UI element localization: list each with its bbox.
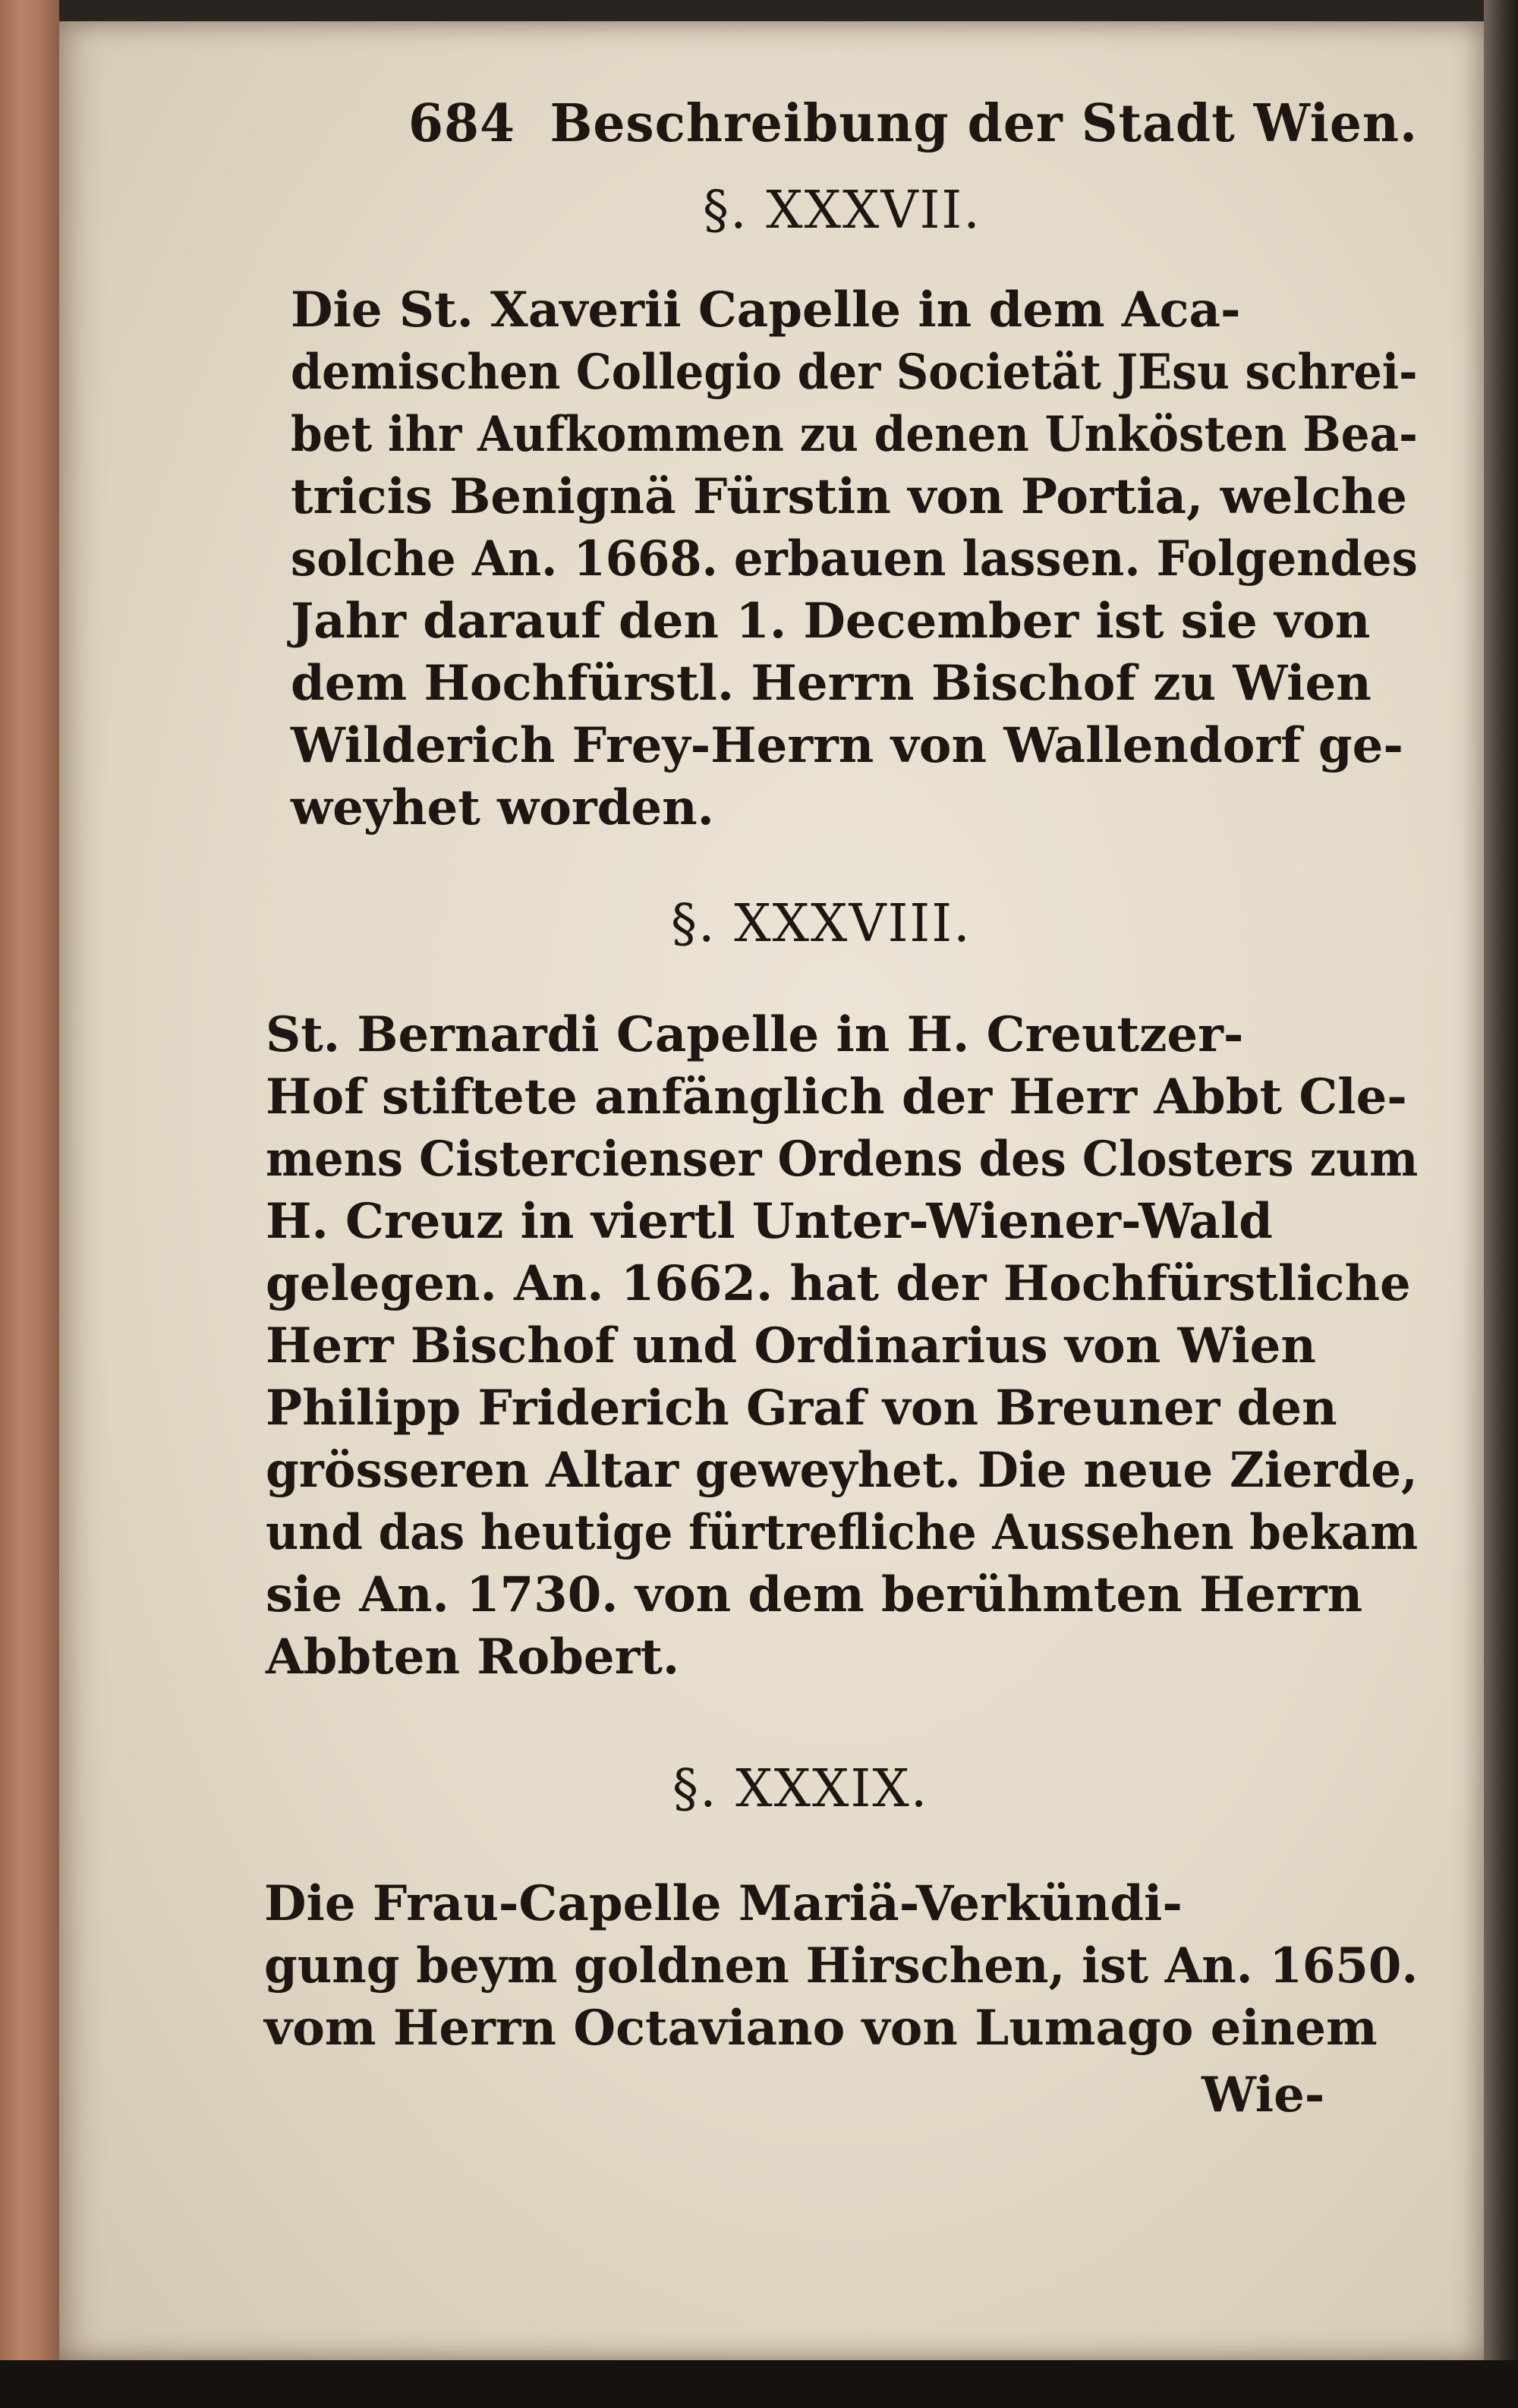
book-gutter-right (1484, 0, 1518, 2408)
text-line: Jahr darauf den 1. December ist sie von (291, 593, 1371, 650)
text-line: dem Hochfürstl. Herrn Bischof zu Wien (291, 655, 1372, 712)
section-heading-xxxix: §. XXXIX. (672, 1759, 929, 1819)
section-heading-xxxviii: §. XXXVIII. (671, 894, 972, 954)
section-heading-xxxvii: §. XXXVII. (703, 181, 981, 241)
text-line: demischen Collegio der Societät JEsu schrei- (291, 344, 1418, 401)
text-line: sie An. 1730. von dem berühmten Herrn (266, 1566, 1363, 1623)
text-line: tricis Benignä Fürstin von Portia, welche (291, 468, 1407, 525)
text-line: Die Frau-Capelle Mariä-Verkündi- (264, 1875, 1183, 1932)
text-line: bet ihr Aufkommen zu denen Unkösten Bea- (291, 406, 1418, 463)
text-line: Die St. Xaverii Capelle in dem Aca- (291, 282, 1241, 338)
text-line: weyhet worden. (291, 779, 714, 836)
text-line: Herr Bischof und Ordinarius von Wien (266, 1317, 1316, 1374)
text-line: H. Creuz in viertl Unter-Wiener-Wald (266, 1193, 1273, 1250)
text-line: Hof stiftete anfänglich der Herr Abbt Cle- (266, 1069, 1407, 1125)
catchword: Wie- (1201, 2066, 1325, 2123)
text-line: solche An. 1668. erbauen lassen. Folgendes (291, 530, 1418, 587)
text-line: Wilderich Frey-Herrn von Wallendorf ge- (291, 717, 1403, 774)
page-paper (59, 21, 1484, 2360)
running-head (408, 93, 1418, 154)
text-line: und das heutige fürtrefliche Aussehen bekam (266, 1504, 1419, 1561)
text-line: vom Herrn Octaviano von Lumago einem (264, 2000, 1378, 2057)
text-line: Abbten Robert. (266, 1629, 680, 1686)
text-line: grösseren Altar geweyhet. Die neue Zierde, (266, 1442, 1418, 1499)
text-line: gung beym goldnen Hirschen, ist An. 1650. (264, 1937, 1419, 1994)
running-title: Beschreibung der Stadt Wien. (550, 93, 1418, 154)
scan-bottom-edge (0, 2360, 1518, 2408)
text-line: St. Bernardi Capelle in H. Creutzer- (266, 1006, 1244, 1063)
text-line: gelegen. An. 1662. hat der Hochfürstliche (266, 1255, 1411, 1312)
text-line: Philipp Friderich Graf von Breuner den (266, 1380, 1337, 1437)
text-line: mens Cistercienser Ordens des Closters zum (266, 1131, 1419, 1188)
page-number: 684 (408, 93, 516, 154)
book-cover-edge-left (0, 0, 59, 2408)
